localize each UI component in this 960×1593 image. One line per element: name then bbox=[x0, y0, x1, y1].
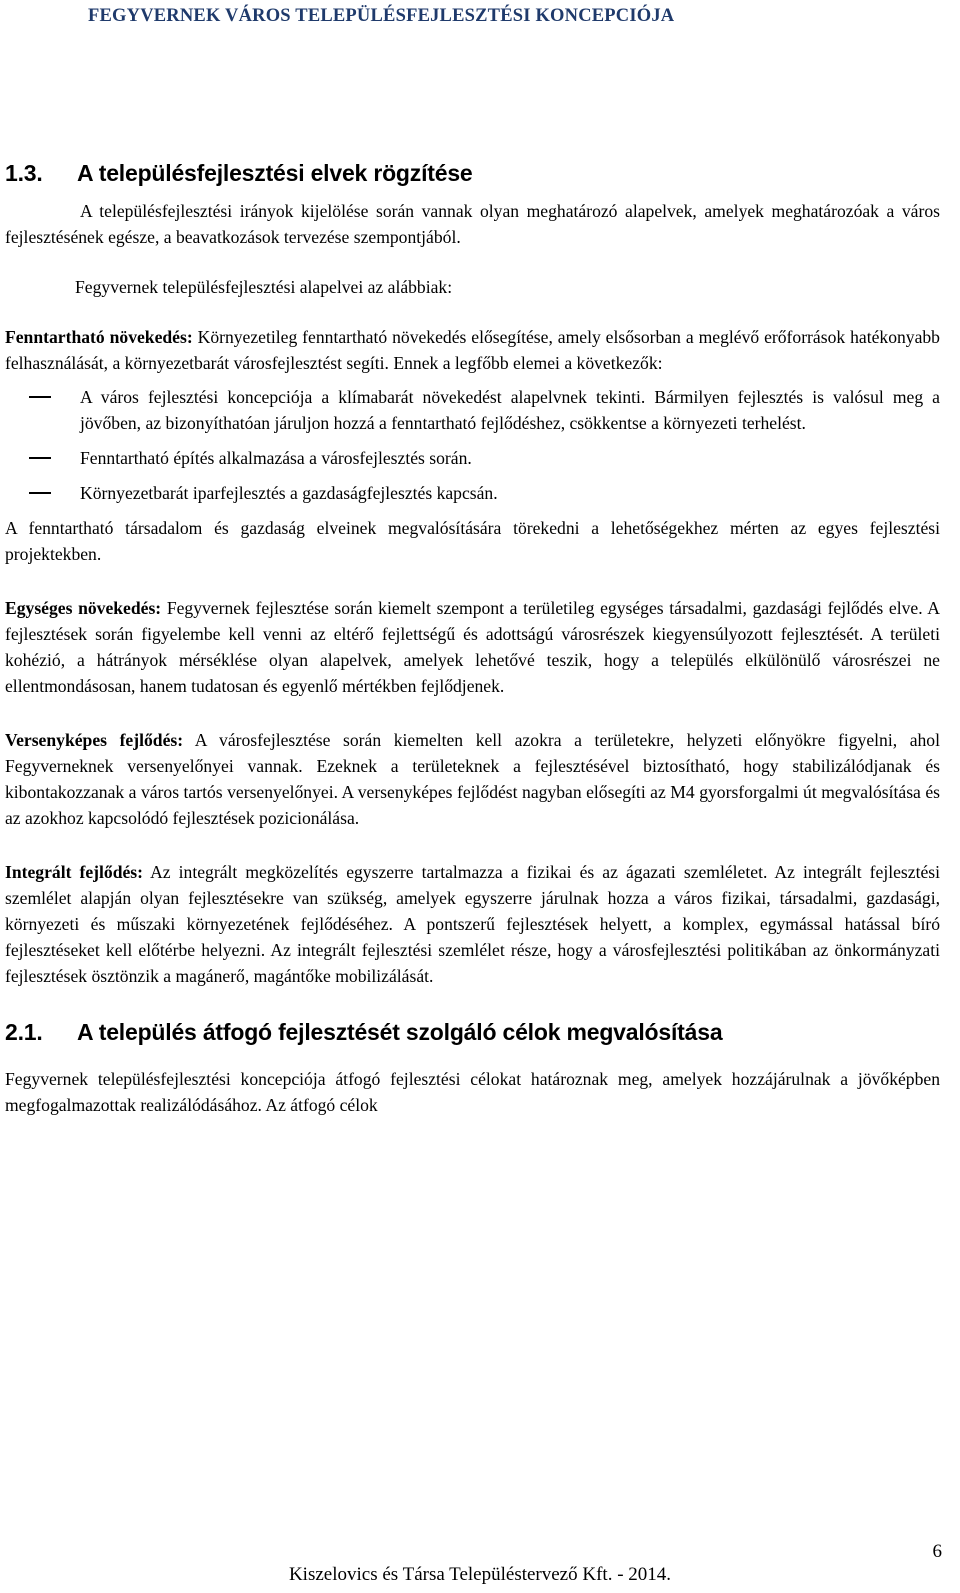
list-item-text: Környezetbarát iparfejlesztés a gazdaságfejlesztés kapcsán. bbox=[80, 483, 498, 503]
section-heading-2-1 bbox=[5, 1019, 940, 1046]
dash-bullet-icon bbox=[29, 396, 51, 398]
section-title: A településfejlesztési elvek rögzítése bbox=[77, 160, 473, 186]
principle-text: Környezetileg fenntartható növekedés elősegítése, amely elsősorban a meglévő erőforrások hatékonyabb felhasználását, a környezetbarát városfejlesztést segíti. Ennek a legfőbb elemei a következők: bbox=[5, 327, 940, 373]
principle-sustainable-growth bbox=[5, 324, 940, 376]
section-number: 2.1. bbox=[5, 1019, 43, 1045]
principles-lead: Fegyvernek településfejlesztési alapelvei az alábbiak: bbox=[75, 277, 453, 297]
dash-bullet-icon bbox=[29, 492, 51, 494]
list-item bbox=[5, 480, 940, 506]
principle-text: Fegyvernek fejlesztése során kiemelt szempont a területileg egységes társadalmi, gazdasági fejlődés elve. A fejlesztések során figyelembe kell venni az eltérő fejlettségű és adottságú városrészek kiegyensúlyozott fejlesztését. A területi kohézió, a hátrányok mérséklése olyan alapelvek, amelyek lehetővé teszik, hogy a település elkülönülő városrészei ne ellentmondásosan, hanem tudatosan és egyenlő mértékben fejlődjenek. bbox=[5, 598, 940, 696]
list-item bbox=[5, 445, 940, 471]
document-body bbox=[5, 160, 940, 1118]
section-title: A település átfogó fejlesztését szolgáló célok megvalósítása bbox=[77, 1019, 723, 1045]
list-item-text: A város fejlesztési koncepciója a klímabarát növekedést alapelvnek tekinti. Bármilyen fejlesztés is valósul meg a jövőben, az bizonyíthatóan járuljon hozzá a fenntartható fejlődéshez, csökkentse a környezeti terhelést. bbox=[80, 387, 940, 433]
section-number: 1.3. bbox=[5, 160, 43, 186]
principle-term: Fenntartható növekedés: bbox=[5, 327, 193, 347]
principle-term: Versenyképes fejlődés: bbox=[5, 730, 184, 750]
list-item-text: Fenntartható építés alkalmazása a városfejlesztés során. bbox=[80, 448, 472, 468]
principle-competitive-development bbox=[5, 727, 940, 831]
principle-unified-growth bbox=[5, 595, 940, 699]
footer-company: Kiszelovics és Társa Településtervező Kft. - 2014. bbox=[288, 1564, 672, 1585]
principle-bullet-list bbox=[5, 384, 940, 506]
principle-term: Egységes növekedés: bbox=[5, 598, 162, 618]
list-item bbox=[5, 384, 940, 436]
principle-text: Az integrált megközelítés egyszerre tartalmazza a fizikai és az ágazati szemléletet. Az integrált fejlesztési szemlélet alapján olyan fejlesztésekre van szükség, amelyek egyszerre járulnak hozza a város fizikai, társadalmi, gazdasági, környezeti és műszaki környezetének fejlődéséhez. A pontszerű fejlesztések helyett, a komplex, egymással hatással bíró fejlesztéseket kell előtérbe helyezni. Az integrált fejlesztési szemlélet része, hogy a városfejlesztési politikában az önkormányzati fejlesztések ösztönzik a magánerő, magántőke mobilizálását. bbox=[5, 862, 941, 986]
section-heading-1-3 bbox=[5, 160, 940, 198]
running-header: FEGYVERNEK VÁROS TELEPÜLÉSFEJLESZTÉSI KONCEPCIÓJA bbox=[88, 6, 675, 26]
principle-text: A városfejlesztése során kiemelten kell azokra a területekre, helyzeti előnyökre figyelni, ahol Fegyverneknek versenyelőnyei vannak. Ezeknek a területeknek a fejlesztésével biztosítható, hogy stabilizálódjanak és kibontakozzanak a város tartós versenyelőnyei. A versenyképes fejlődést nagyban elősegíti az M4 gyorsforgalmi út megvalósítása és az azokhoz kapcsolódó fejlesztések pozicionálása. bbox=[5, 730, 940, 828]
section2-intro-paragraph: Fegyvernek településfejlesztési koncepciója átfogó fejlesztési célokat határoznak meg, amelyek hozzájárulnak a jövőképben megfogalmazottak realizálódásához. Az átfogó célok bbox=[5, 1069, 940, 1115]
page-number: 6 bbox=[932, 1541, 942, 1562]
principle-integrated-development bbox=[5, 859, 940, 989]
intro-paragraph: A településfejlesztési irányok kijelölése során vannak olyan meghatározó alapelvek, amelyek meghatározóak a város fejlesztésének egésze, a beavatkozások tervezése szempontjából. bbox=[5, 201, 940, 247]
sustainable-closing-paragraph: A fenntartható társadalom és gazdaság elveinek megvalósítására törekedni a lehetőségekhez mérten az egyes fejlesztési projektekben. bbox=[5, 518, 940, 564]
principle-term: Integrált fejlődés: bbox=[5, 862, 144, 882]
dash-bullet-icon bbox=[29, 457, 51, 459]
